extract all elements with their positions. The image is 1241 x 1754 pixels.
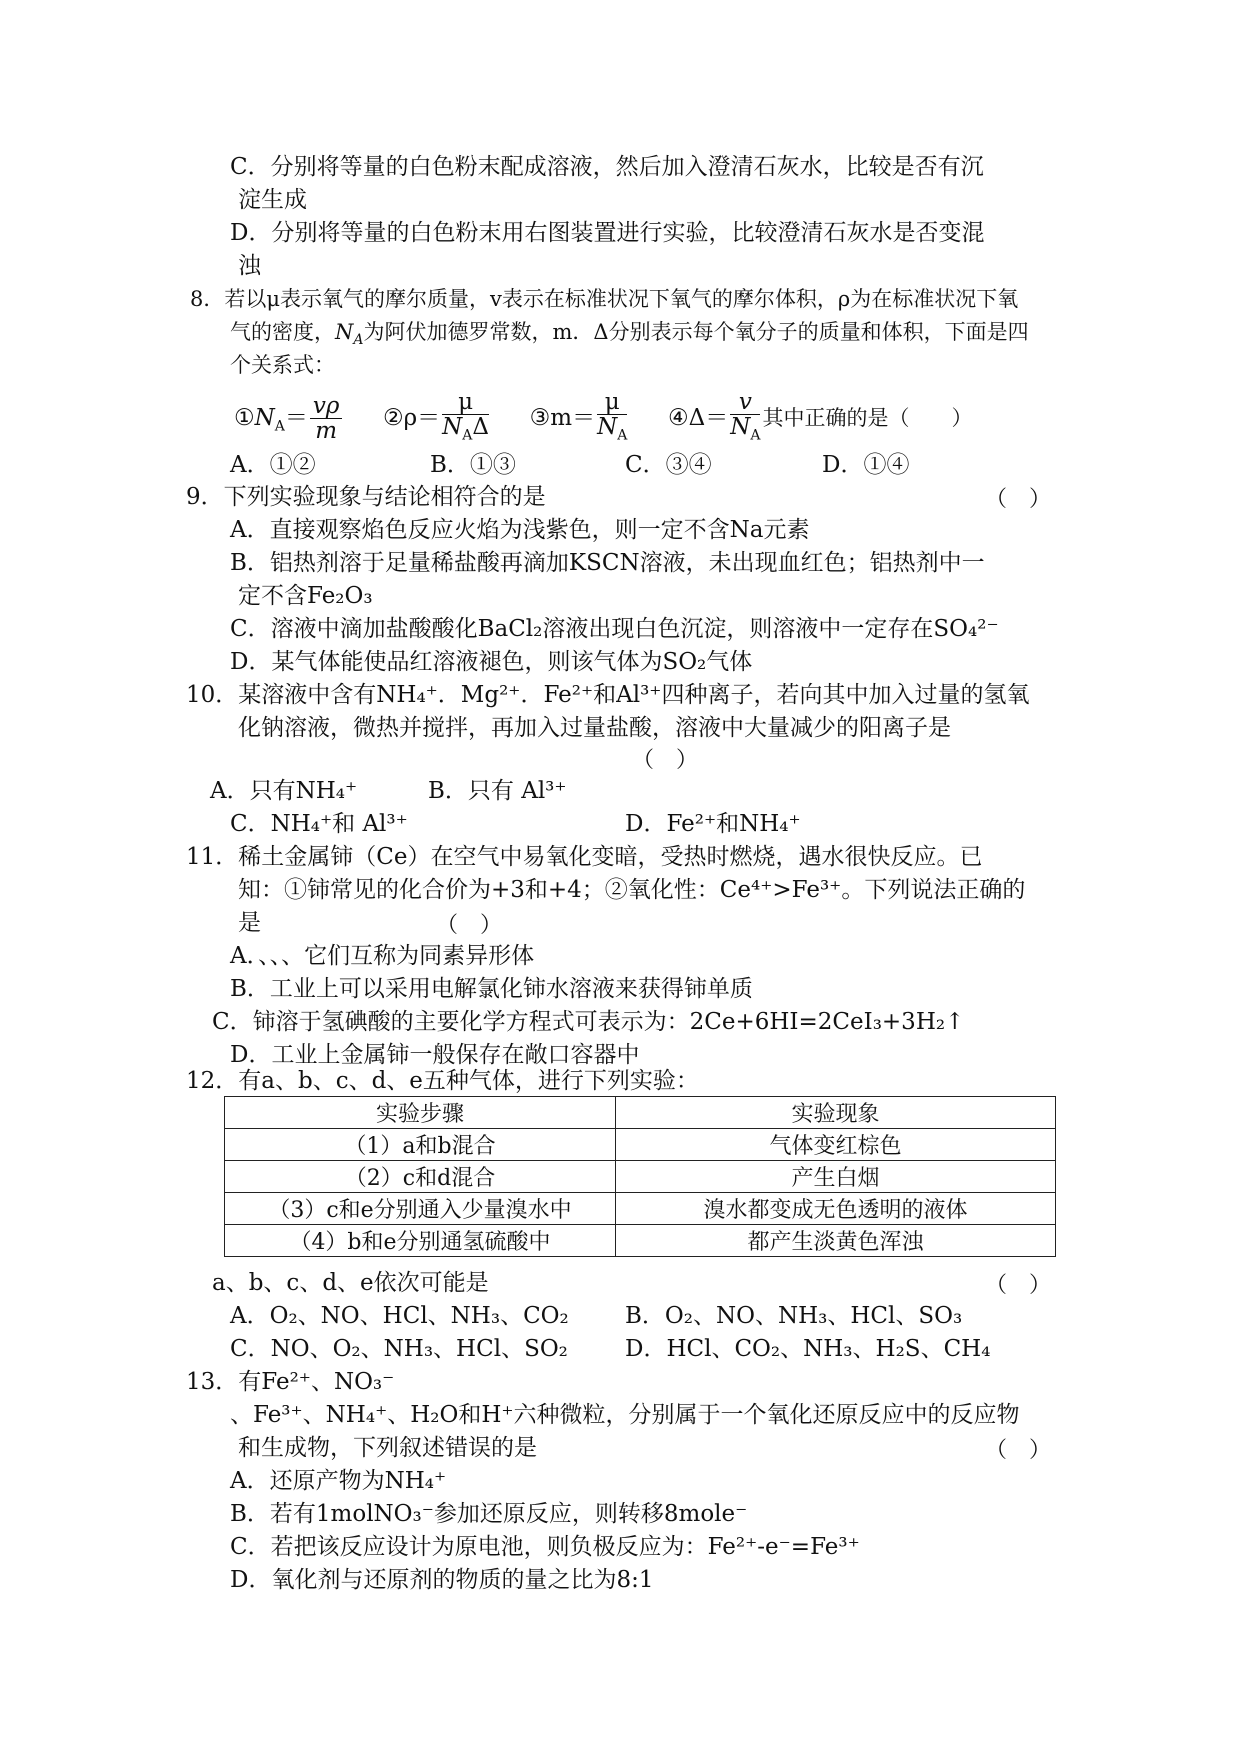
q13-stem-line1: 13．有Fe²⁺、NO₃⁻ bbox=[186, 1369, 395, 1395]
q12-option-c: C．NO、O₂、NH₃、HCl、SO₂ bbox=[230, 1336, 568, 1362]
q8-stem-line2 bbox=[230, 317, 1029, 355]
avogadro-symbol: $N_A$ bbox=[335, 320, 364, 349]
formula-1: $①N_A=$ $\frac{v\rho}{m}$ bbox=[234, 405, 344, 431]
q12-question: a、b、c、d、e依次可能是 bbox=[212, 1270, 489, 1296]
q12-option-a: A．O₂、NO、HCl、NH₃、CO₂ bbox=[230, 1303, 569, 1329]
experiment-table bbox=[224, 1096, 1056, 1257]
q13-stem-line2: 、Fe³⁺、NH₄⁺、H₂O和H⁺六种微粒，分别属于一个氧化还原反应中的反应物 bbox=[230, 1402, 1020, 1428]
table-cell: （4）b和e分别通氢硫酸中 bbox=[225, 1225, 616, 1257]
q13-option-b: B．若有1molNO₃⁻参加还原反应，则转移8mole⁻ bbox=[230, 1501, 748, 1527]
q10-option-d: D．Fe²⁺和NH₄⁺ bbox=[625, 811, 801, 837]
q11-stem-line2: 知：①铈常见的化合价为+3和+4；②氧化性：Ce⁴⁺>Fe³⁺。下列说法正确的 bbox=[238, 877, 1026, 903]
formula-3-denominator: $N_A$ bbox=[597, 414, 628, 444]
formula-4-denominator: $N_A$ bbox=[730, 414, 761, 444]
table-row bbox=[225, 1225, 1056, 1257]
formula-3-numerator: μ bbox=[597, 390, 627, 415]
q9-option-b-line2: 定不含Fe₂O₃ bbox=[238, 583, 373, 609]
q11-answer-paren: （ ） bbox=[436, 913, 503, 938]
q9-option-a: A．直接观察焰色反应火焰为浅紫色，则一定不含Na元素 bbox=[230, 517, 810, 543]
formula-4 bbox=[667, 389, 762, 444]
table-header-cell: 实验步骤 bbox=[225, 1097, 616, 1129]
formula-2-prefix: ②ρ＝ bbox=[383, 404, 441, 431]
q11-option-c: C．铈溶于氢碘酸的主要化学方程式可表示为：2Ce+6HI=2CeI₃+3H₂↑ bbox=[212, 1009, 965, 1035]
q8-stem-line2-b: 为阿伏加德罗常数，m．Δ分别表示每个氧分子的质量和体积，下面是四 bbox=[363, 320, 1029, 344]
q12-stem: 12．有a、b、c、d、e五种气体，进行下列实验： bbox=[186, 1068, 699, 1094]
formula-2 bbox=[383, 389, 491, 444]
q10-answer-paren: （ ） bbox=[632, 748, 699, 773]
q10-option-b: B．只有 Al³⁺ bbox=[428, 778, 567, 804]
q12-option-b: B．O₂、NO、NH₃、HCl、SO₃ bbox=[625, 1303, 963, 1329]
q7-option-d-line2: 浊 bbox=[238, 253, 261, 279]
formula-4-prefix: ④Δ＝ bbox=[667, 404, 729, 431]
q8-option-c: C．③④ bbox=[625, 452, 712, 478]
table-cell: （3）c和e分别通入少量溴水中 bbox=[225, 1193, 616, 1225]
table-cell: 都产生淡黄色浑浊 bbox=[616, 1225, 1056, 1257]
q9-option-d: D．某气体能使品红溶液褪色，则该气体为SO₂气体 bbox=[230, 649, 753, 675]
q11-option-b: B．工业上可以采用电解氯化铈水溶液来获得铈单质 bbox=[230, 976, 753, 1002]
formula-3-prefix: ③m＝ bbox=[529, 404, 596, 431]
q8-stem-line2-a: 气的密度， bbox=[230, 320, 335, 344]
q13-answer-paren: （ ） bbox=[985, 1438, 1052, 1463]
table-row bbox=[225, 1129, 1056, 1161]
q8-option-d: D．①④ bbox=[822, 452, 910, 478]
table-cell: （1）a和b混合 bbox=[225, 1129, 616, 1161]
q10-option-c: C．NH₄⁺和 Al³⁺ bbox=[230, 811, 408, 837]
q8-stem-line3: 个关系式： bbox=[230, 353, 335, 377]
formula-2-denominator: $N_A\Delta$ bbox=[442, 414, 490, 444]
q13-option-a: A．还原产物为NH₄⁺ bbox=[230, 1468, 447, 1494]
q7-option-d-line1: D．分别将等量的白色粉末用右图装置进行实验，比较澄清石灰水是否变混 bbox=[230, 220, 985, 246]
q8-question-tail: 其中正确的是（ ） bbox=[762, 405, 973, 430]
table-header-row bbox=[225, 1097, 1056, 1129]
q8-option-a: A．①② bbox=[230, 452, 316, 478]
q7-option-c-line2: 淀生成 bbox=[238, 187, 307, 213]
formula-1-numerator: vρ bbox=[310, 394, 343, 419]
q9-answer-paren: （ ） bbox=[985, 487, 1052, 512]
q13-option-d: D．氧化剂与还原剂的物质的量之比为8:1 bbox=[230, 1567, 654, 1593]
q8-option-b: B．①③ bbox=[430, 452, 516, 478]
formula-1-denominator: m bbox=[315, 418, 338, 445]
q11-option-a: A．、、、它们互称为同素异形体 bbox=[230, 943, 535, 969]
q7-option-c-line1: C．分别将等量的白色粉末配成溶液，然后加入澄清石灰水，比较是否有沉 bbox=[230, 154, 984, 180]
table-row bbox=[225, 1193, 1056, 1225]
q13-option-c: C．若把该反应设计为原电池，则负极反应为：Fe²⁺-e⁻=Fe³⁺ bbox=[230, 1534, 860, 1560]
q12-answer-paren: （ ） bbox=[985, 1273, 1052, 1298]
table-cell: 产生白烟 bbox=[616, 1161, 1056, 1193]
table-cell: 溴水都变成无色透明的液体 bbox=[616, 1193, 1056, 1225]
q11-stem-line3: 是 bbox=[238, 910, 261, 936]
formula-2-numerator: μ bbox=[442, 390, 489, 415]
q11-option-d: D．工业上金属铈一般保存在敞口容器中 bbox=[230, 1042, 640, 1068]
q9-option-b-line1: B．铝热剂溶于足量稀盐酸再滴加KSCN溶液，未出现血红色；铝热剂中一 bbox=[230, 550, 985, 576]
formula-4-numerator: v bbox=[730, 390, 760, 415]
table-header-cell: 实验现象 bbox=[616, 1097, 1056, 1129]
q8-stem-line1: 8．若以μ表示氧气的摩尔质量，v表示在标准状况下氧气的摩尔体积，ρ为在标准状况下氧 bbox=[190, 287, 1019, 311]
q11-stem-line1: 11．稀土金属铈（Ce）在空气中易氧化变暗，受热时燃烧，遇水很快反应。已 bbox=[186, 844, 983, 870]
table-cell: 气体变红棕色 bbox=[616, 1129, 1056, 1161]
q10-option-a: A．只有NH₄⁺ bbox=[210, 778, 358, 804]
table-row bbox=[225, 1161, 1056, 1193]
table-cell: （2）c和d混合 bbox=[225, 1161, 616, 1193]
formula-3 bbox=[529, 389, 630, 444]
q8-formulas bbox=[234, 390, 972, 452]
q12-option-d: D．HCl、CO₂、NH₃、H₂S、CH₄ bbox=[625, 1336, 991, 1362]
q10-stem-line2: 化钠溶液，微热并搅拌，再加入过量盐酸，溶液中大量减少的阳离子是 bbox=[238, 715, 951, 741]
q13-stem-line3: 和生成物，下列叙述错误的是 bbox=[238, 1435, 537, 1461]
q10-stem-line1: 10．某溶液中含有NH₄⁺．Mg²⁺．Fe²⁺和Al³⁺四种离子，若向其中加入过量的氢氧 bbox=[186, 682, 1030, 708]
q9-option-c: C．溶液中滴加盐酸酸化BaCl₂溶液出现白色沉淀，则溶液中一定存在SO₄²⁻ bbox=[230, 616, 999, 642]
q9-stem: 9．下列实验现象与结论相符合的是 bbox=[186, 484, 546, 510]
